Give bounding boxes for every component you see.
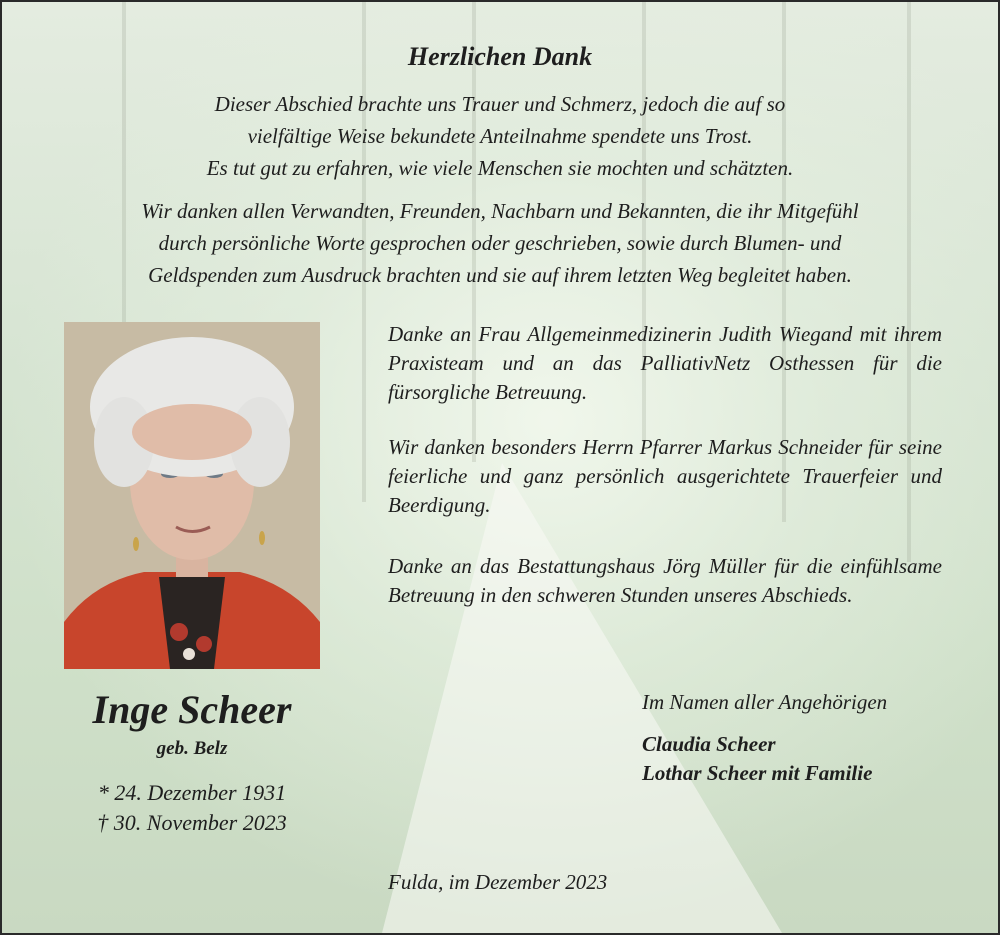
on-behalf-text: Im Namen aller Angehörigen (642, 690, 888, 714)
thanks-line: Geldspenden zum Ausdruck brachten und sie auf ihrem letzten Weg begleitet haben. (148, 263, 852, 287)
signer-name: Claudia Scheer (642, 732, 776, 756)
deceased-name: Inge Scheer (92, 687, 292, 732)
intro-text (42, 88, 958, 184)
life-dates (64, 778, 320, 838)
place-date: Fulda, im Dezember 2023 (388, 870, 608, 894)
thanks-pastor-paragraph: Wir danken besonders Herrn Pfarrer Markus Schneider für seine feierliche und ganz persönlich ausgerichtete Trauerfeier und Beerdigung. (388, 435, 942, 517)
intro-line: vielfältige Weise bekundete Anteilnahme spendete uns Trost. (247, 124, 753, 148)
maiden-name: geb. Belz (156, 738, 228, 759)
thanks-funeral-home-paragraph: Danke an das Bestattungshaus Jörg Müller für die einfühlsame Betreuung in den schweren Stunden unseres Abschieds. (388, 554, 942, 607)
thanks-doctor-paragraph: Danke an Frau Allgemeinmedizinerin Judith Wiegand mit ihrem Praxisteam und an das PalliativNetz Osthessen für die fürsorgliche Betreuung. (388, 322, 942, 404)
death-date: † 30. November 2023 (97, 810, 287, 835)
thanks-line: durch persönliche Worte gesprochen oder geschrieben, sowie durch Blumen- und (158, 231, 842, 255)
birth-date: * 24. Dezember 1931 (97, 780, 287, 805)
signers (642, 730, 872, 788)
thanks-text (42, 195, 958, 291)
intro-line: Dieser Abschied brachte uns Trauer und Schmerz, jedoch die auf so (214, 92, 786, 116)
heading: Herzlichen Dank (407, 42, 593, 71)
portrait-photo (64, 322, 320, 669)
signer-name: Lothar Scheer mit Familie (642, 761, 873, 785)
thanks-line: Wir danken allen Verwandten, Freunden, Nachbarn und Bekannten, die ihr Mitgefühl (141, 199, 859, 223)
intro-line: Es tut gut zu erfahren, wie viele Menschen sie mochten und schätzten. (206, 156, 794, 180)
